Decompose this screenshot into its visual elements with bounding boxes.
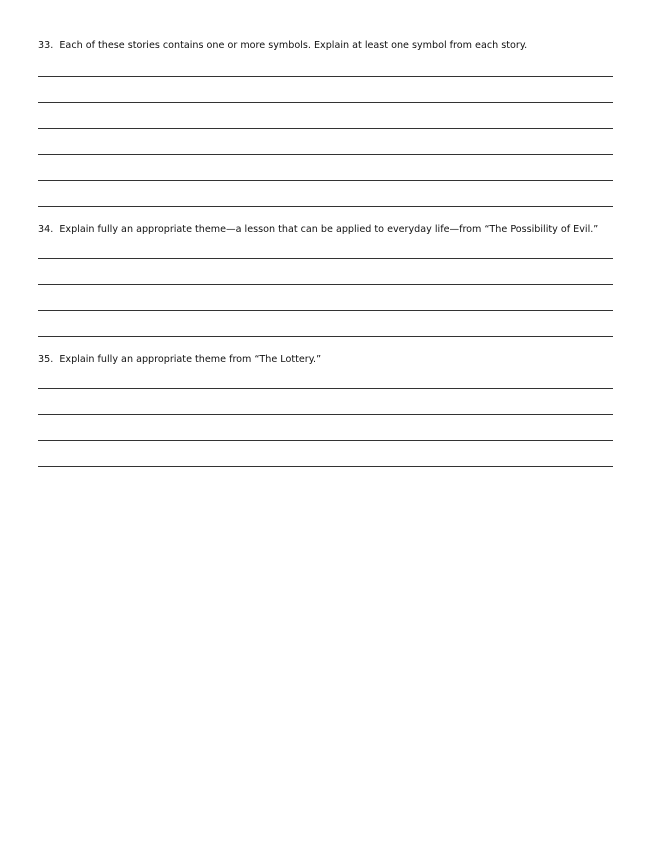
answer-line[interactable]: [38, 154, 613, 155]
question-text: Each of these stories contains one or more symbols. Explain at least one symbol from each story.: [59, 40, 528, 51]
question-text: Explain fully an appropriate theme from “The Lottery.”: [59, 354, 322, 365]
answer-line[interactable]: [38, 440, 613, 441]
answer-line[interactable]: [38, 466, 613, 467]
answer-line[interactable]: [38, 206, 613, 207]
question-34: [38, 224, 598, 236]
question-35: [38, 354, 321, 366]
answer-line[interactable]: [38, 414, 613, 415]
answer-line[interactable]: [38, 258, 613, 259]
answer-line[interactable]: [38, 102, 613, 103]
answer-line[interactable]: [38, 336, 613, 337]
answer-line[interactable]: [38, 180, 613, 181]
question-number: 34.: [38, 224, 54, 235]
answer-line[interactable]: [38, 310, 613, 311]
question-text: Explain fully an appropriate theme—a lesson that can be applied to everyday life—from “The Possibility of Evil.”: [59, 224, 599, 235]
question-number: 35.: [38, 354, 54, 365]
question-number: 33.: [38, 40, 54, 51]
answer-line[interactable]: [38, 284, 613, 285]
answer-line[interactable]: [38, 76, 613, 77]
answer-line[interactable]: [38, 128, 613, 129]
question-33: [38, 40, 527, 52]
answer-line[interactable]: [38, 388, 613, 389]
